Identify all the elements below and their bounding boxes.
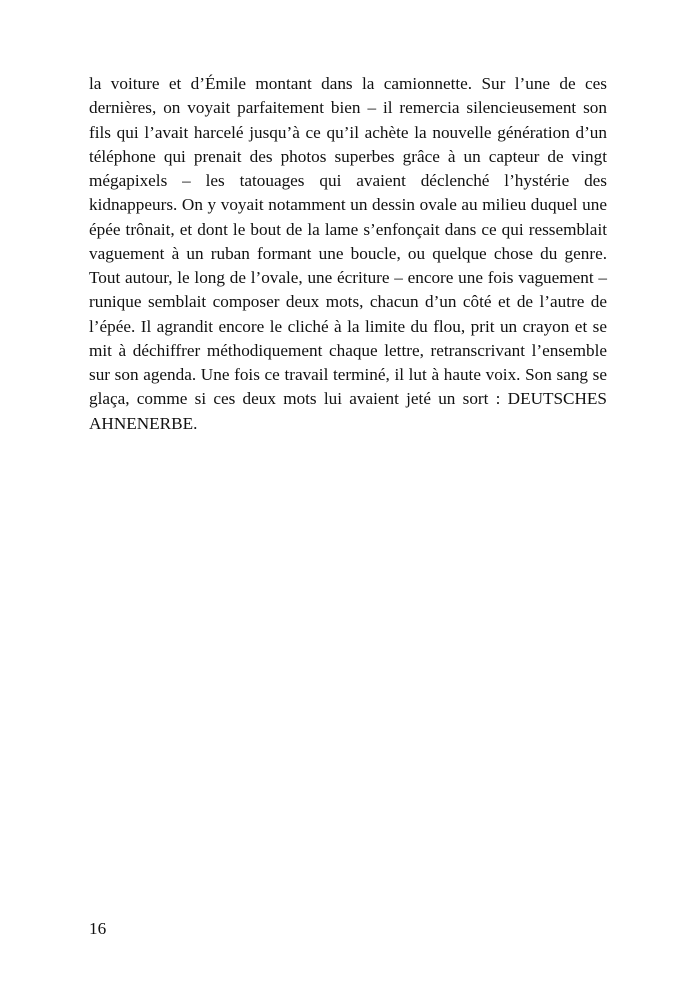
body-paragraph: la voiture et d’Émile montant dans la camionnette. Sur l’une de ces dernières, on voyait parfaitement bien – il remercia silencieusement son fils qui l’avait harcelé jusqu’à ce qu’il achète la nouvelle génération d’un téléphone qui prenait des photos superbes grâce à un capteur de vingt mégapixels – les tatouages qui avaient déclenché l’hystérie des kidnappeurs. On y voyait notamment un dessin ovale au milieu duquel une épée trônait, et dont le bout de la lame s’enfonçait dans ce qui ressemblait vaguement à un ruban formant une boucle, ou quelque chose du genre. Tout autour, le long de l’ovale, une écriture – encore une fois vaguement – runique semblait composer deux mots, chacun d’un côté et de l’autre de l’épée. Il agrandit encore le cliché à la limite du flou, prit un crayon et se mit à déchiffrer méthodiquement chaque lettre, retranscrivant l’ensemble sur son agenda. Une fois ce travail terminé, il lut à haute voix. Son sang se glaça, comme si ces deux mots lui avaient jeté un sort : DEUTSCHES AHNENERBE. [89,74,607,433]
page-number: 16 [89,919,107,938]
